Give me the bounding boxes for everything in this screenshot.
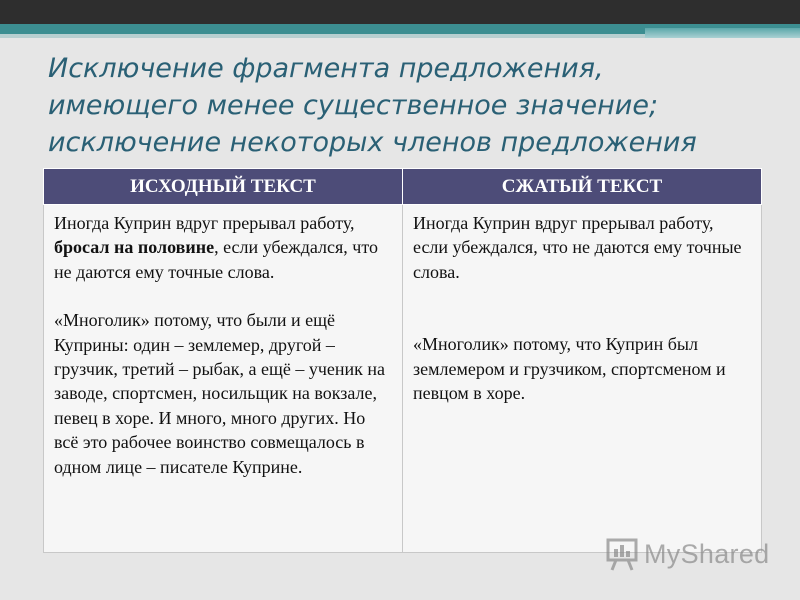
title-line-3: исключение некоторых членов предложения — [48, 127, 697, 158]
header-source: ИСХОДНЫЙ ТЕКСТ — [44, 169, 403, 205]
title-line-2: имеющего менее существенное значение; — [48, 90, 659, 121]
compressed-text-cell — [403, 205, 762, 553]
content-row — [44, 205, 762, 553]
compressed-paragraph-1: Иногда Куприн вдруг прерывал работу, если убеждался, что не даются ему точные слова. — [413, 213, 742, 282]
source-p1-end: , если убеждался, что не даются ему точные слова. — [54, 237, 378, 282]
compressed-paragraph-2: «Многолик» потому, что Куприн был землемером и грузчиком, спортсменом и певцом в хоре. — [413, 334, 726, 404]
title-line-1: Исключение фрагмента предложения, — [48, 53, 604, 84]
source-paragraph-1 — [54, 211, 392, 284]
source-p1-emphasis: бросал на половине — [54, 237, 215, 258]
watermark-text: MyShared — [644, 538, 770, 569]
header-compressed: СЖАТЫЙ ТЕКСТ — [403, 169, 762, 205]
source-p1-start: Иногда Куприн вдруг прерывал работу, — [54, 213, 355, 233]
header-row — [44, 169, 762, 205]
presentation-board-icon — [606, 537, 638, 571]
slide-title — [48, 50, 768, 161]
accent-stripe — [645, 28, 800, 38]
watermark — [606, 536, 769, 572]
comparison-table — [43, 168, 762, 553]
top-dark-band — [0, 0, 800, 24]
source-paragraph-2: «Многолик» потому, что были и ещё Куприны: один – землемер, другой – грузчик, третий – рыбак, а ещё – ученик на заводе, спортсмен, носильщик на вокзале, певец в хоре. И много, много других. Но всё это рабочее воинство совмещалось в одном лице – писателе Куприне. — [54, 310, 386, 477]
source-text-cell — [44, 205, 403, 553]
